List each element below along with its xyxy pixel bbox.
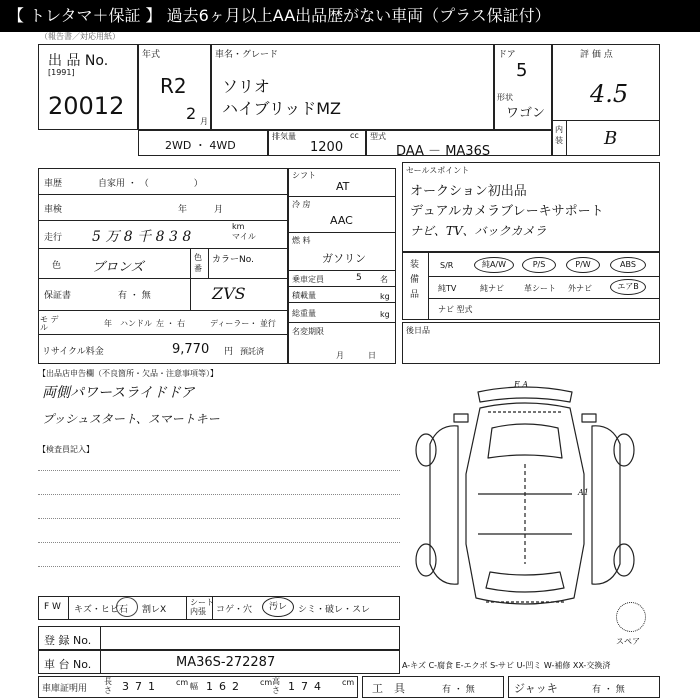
recycle-label: リサイクル料金: [42, 347, 104, 357]
history-label: 車歴: [44, 179, 63, 189]
displacement-label: 排気量: [272, 132, 296, 141]
color-code-label: カラーNo.: [212, 255, 254, 265]
interior-value: B: [604, 128, 618, 149]
equip-sr: S/R: [440, 261, 454, 270]
model-row-dealer: ディーラー・ 並行: [210, 319, 276, 328]
cert-wid-unit: cm: [260, 678, 273, 687]
load-label: 積載量: [292, 291, 316, 300]
inspector-line: [38, 518, 400, 519]
subnote: （報告書／対応用紙）: [40, 32, 120, 41]
equipment-row-line: [428, 298, 660, 299]
banner: 【 トレタマ＋保証 】 過去6ヶ月以上AA出品歴がない車両（プラス保証付）: [0, 0, 700, 32]
doors-shape: ワゴン: [506, 106, 546, 121]
inspector-line: [38, 542, 400, 543]
equip-abs: ABS: [610, 257, 646, 273]
history-row-line: [38, 194, 288, 195]
damage-stone-circle: [116, 597, 138, 617]
model-row-label: モ デ ル: [40, 315, 59, 332]
model-row-year: 年: [104, 319, 112, 328]
rear-label: 後日品: [406, 326, 430, 335]
diagram-body-note: A1: [578, 488, 589, 497]
spec-row-line: [288, 302, 396, 303]
equip-tv: 純TV: [438, 284, 457, 293]
wheel-front-right-icon: [614, 434, 634, 466]
car-diagram: [408, 384, 642, 620]
spec-row-line: [288, 196, 396, 197]
warranty-value: 有 ・ 無: [118, 291, 151, 301]
car-roof-outline: [478, 387, 572, 402]
inspector-line: [38, 566, 400, 567]
fuel-label: 燃 料: [292, 236, 311, 245]
damage-divider: [186, 596, 187, 620]
car-windshield: [488, 424, 562, 458]
history-row-line: [38, 334, 288, 335]
warranty-label: 保証書: [44, 291, 72, 301]
damage-legend: A-キズ C-腐食 E-エクボ S-サビ U-凹ミ W-補修 XX-交換済: [402, 661, 611, 670]
cert-wid: 162: [206, 680, 245, 693]
score-value: 4.5: [590, 80, 629, 108]
selling-points-label: セールスポイント: [406, 166, 470, 175]
score-divider: [552, 120, 660, 121]
tools-label: 工 具: [372, 682, 405, 695]
recycle-note: 預託済: [240, 347, 264, 356]
cert-len: 371: [122, 680, 161, 693]
equipment-row-line: [428, 276, 660, 277]
gross-unit: kg: [380, 310, 390, 319]
jack-value: 有 ・ 無: [592, 685, 625, 695]
dealer-notes-label: 【出品店申告欄（不良箇所・欠品・注意事項等）】: [38, 369, 218, 378]
shift-label: シフト: [292, 171, 316, 180]
selling-points-line2: デュアルカメラブレーキサポート: [410, 204, 604, 219]
damage-burn: コゲ・穴: [216, 605, 253, 615]
spec-row-line: [288, 270, 396, 271]
year-month-suffix: 月: [200, 117, 208, 126]
change-value: 月 日: [336, 351, 376, 360]
damage-divider: [68, 596, 69, 620]
history-colorno-divider: [208, 248, 209, 278]
fuel-value: ガソリン: [322, 252, 366, 265]
car-left-side: [430, 426, 458, 584]
damage-crack: 割レX: [142, 605, 167, 615]
history-row-line: [38, 220, 288, 221]
inspector-line: [38, 470, 400, 471]
cert-hei-unit: cm: [342, 678, 355, 687]
selling-points-line1: オークション初出品: [410, 184, 527, 199]
rear-box: [402, 322, 660, 364]
diagram-top-note: E A: [514, 380, 529, 389]
inspection-label: 車検: [44, 205, 63, 215]
damage-fw: F W: [44, 602, 61, 612]
recycle-unit: 円: [224, 347, 234, 357]
capacity-value: 5: [356, 273, 362, 283]
equip-navi: 純ナビ: [480, 284, 504, 293]
lot-label: 出 品 No.: [48, 53, 109, 69]
color-value: ブロンズ: [92, 260, 144, 275]
spare-label: スペア: [616, 637, 640, 646]
doors-label: ドア: [498, 50, 516, 60]
type-label: 型式: [370, 132, 386, 141]
damage-scratch: キズ・ヒビ石: [74, 605, 128, 615]
ac-label: 冷 房: [292, 200, 311, 209]
equip-leather: 革シート: [524, 284, 556, 293]
mirror-left-icon: [454, 414, 468, 422]
damage-dirt: 汚レ: [262, 597, 294, 617]
equip-ext-navi: 外ナビ: [568, 284, 592, 293]
ac-value: AAC: [330, 214, 353, 227]
dealer-notes-line1: 両側パワースライドドア: [42, 385, 195, 401]
history-row-line: [38, 278, 288, 279]
displacement-unit: cc: [350, 131, 359, 140]
mileage-unit: km マイル: [232, 222, 256, 241]
inspector-line: [38, 494, 400, 495]
spec-row-line: [288, 232, 396, 233]
damage-seat-label: シート 内張: [190, 598, 214, 616]
inspector-label: 【検査員記入】: [38, 445, 94, 454]
equipment-label: 装 備 品: [410, 260, 420, 300]
tools-value: 有 ・ 無: [442, 685, 475, 695]
car-right-side: [592, 426, 620, 584]
registration-row: [38, 626, 400, 650]
mirror-right-icon: [582, 414, 596, 422]
interior-label: 内 装: [555, 125, 563, 145]
history-color-divider: [190, 248, 191, 310]
equip-ps: P/S: [522, 257, 556, 273]
car-rear-window: [486, 572, 564, 592]
year-month: 2: [186, 104, 197, 123]
doors-shape-label: 形状: [497, 93, 513, 102]
load-unit: kg: [380, 292, 390, 301]
chassis-label: 車 台 No.: [44, 658, 92, 671]
jack-label: ジャッキ: [514, 682, 558, 695]
model-row-lr: 左 ・ 右: [156, 319, 186, 328]
year-era: R2: [160, 74, 187, 98]
history-row-line: [38, 248, 288, 249]
equip-navi-type: ナビ 型式: [438, 305, 473, 314]
history-row-line: [38, 310, 288, 311]
gross-label: 総重量: [292, 309, 316, 318]
score-label: 評 価 点: [580, 50, 613, 60]
model-name: ソリオ: [222, 77, 270, 96]
cert-len-unit: cm: [176, 678, 189, 687]
equip-alloy-wheel: 純A/W: [474, 257, 514, 273]
spec-row-line: [288, 286, 396, 287]
doors-count: 5: [516, 60, 528, 81]
change-label: 名変期限: [292, 327, 324, 336]
wheel-rear-left-icon: [416, 544, 436, 576]
mileage-value: 5 万 8 千 8 3 8: [92, 229, 192, 245]
damage-stain: シミ・破レ・スレ: [298, 605, 371, 615]
registration-label: 登 録 No.: [44, 634, 92, 647]
model-row-handle: ハンドル: [120, 319, 152, 328]
cert-len-label: 長 さ: [104, 677, 112, 695]
selling-points-line3: ナビ、TV、バックカメラ: [410, 224, 547, 238]
type-value: DAA － MA36S: [396, 144, 491, 159]
capacity-unit: 名: [380, 275, 388, 284]
spare-tire-icon: [616, 602, 646, 632]
color-no-label: 色 番: [194, 253, 202, 273]
model-label: 車名・グレード: [215, 50, 279, 60]
cert-hei: 174: [288, 680, 327, 693]
year-label: 年式: [142, 50, 161, 60]
cert-wid-label: 幅: [190, 682, 198, 691]
cert-hei-label: 高 さ: [272, 677, 280, 695]
drive-value: 2WD ・ 4WD: [165, 139, 236, 152]
spec-row-line: [288, 322, 396, 323]
model-grade: ハイブリッドMZ: [222, 99, 342, 118]
equip-pw: P/W: [566, 257, 600, 273]
recycle-amount: 9,770: [172, 342, 210, 357]
dealer-notes-line2: プッシュスタート、スマートキー: [42, 412, 220, 426]
color-label: 色: [52, 261, 62, 271]
score-vdivider: [566, 120, 567, 156]
inspection-value: 年 月: [178, 205, 224, 215]
color-code: ZVS: [212, 284, 246, 303]
history-usage: 自家用 ・ （ ）: [98, 179, 203, 189]
car-body-outline: [466, 403, 584, 604]
capacity-label: 乗車定員: [292, 275, 324, 284]
equip-airbag: エアB: [610, 279, 646, 295]
wheel-rear-right-icon: [614, 544, 634, 576]
equipment-divider: [428, 252, 429, 320]
mileage-label: 走行: [44, 233, 63, 243]
chassis-value: MA36S-272287: [176, 655, 276, 670]
lot-number: 20012: [48, 92, 125, 120]
shift-value: AT: [336, 180, 350, 193]
lot-sub-no: [1991]: [48, 68, 75, 77]
cert-label: 車庫証明用: [42, 684, 88, 694]
wheel-front-left-icon: [416, 434, 436, 466]
displacement-value: 1200: [310, 140, 344, 155]
